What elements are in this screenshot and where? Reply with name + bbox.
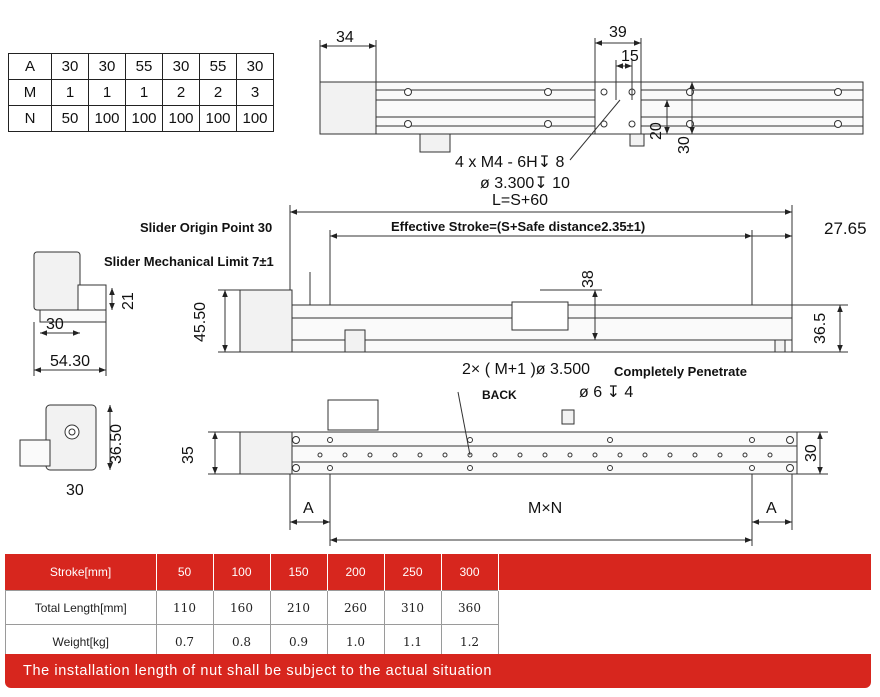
footnote: The installation length of nut shall be subject to the actual situation [5, 654, 871, 688]
penetrate-label: Completely Penetrate [614, 364, 747, 379]
slider-origin-label: Slider Origin Point 30 [140, 220, 273, 235]
dim-20: 20 [648, 122, 665, 140]
cell: 100 [237, 106, 274, 132]
cell: 0.9 [270, 625, 327, 659]
holes-spec: 2× ( M+1 )ø 3.500 [462, 361, 591, 378]
sensor-top [420, 134, 450, 152]
cell: 2 [163, 80, 200, 106]
dim-38: 38 [580, 270, 597, 288]
cell: 0.7 [156, 625, 213, 659]
dim-39: 39 [609, 24, 627, 41]
dim-35: 35 [180, 446, 197, 464]
motor-bottom [240, 432, 292, 474]
dim-mxn: M×N [528, 500, 563, 517]
cell: 1.0 [327, 625, 384, 659]
cell: 100 [163, 106, 200, 132]
cell: 100 [200, 106, 237, 132]
cell: 1.2 [441, 625, 498, 659]
dim-30-top: 30 [676, 136, 693, 154]
cell: 360 [441, 591, 498, 625]
dim-30-bottom: 30 [66, 482, 84, 499]
dim-30-right: 30 [803, 444, 820, 462]
header-cell: 50 [156, 554, 213, 591]
dim-45-50: 45.50 [192, 301, 209, 342]
bore-spec: ø 3.300↧ 10 [480, 175, 570, 192]
cell: 30 [237, 54, 274, 80]
side-view-motor [34, 252, 80, 310]
cell: 1 [52, 80, 89, 106]
row-label: N [9, 106, 52, 132]
cell: 30 [52, 54, 89, 80]
back-label: BACK [482, 388, 517, 402]
dim-15: 15 [621, 48, 639, 65]
cell: 30 [89, 54, 126, 80]
counterbore-spec: ø 6 ↧ 4 [579, 384, 634, 401]
dim-36-5: 36.5 [812, 312, 829, 344]
header-cell: 150 [270, 554, 327, 591]
cell: 55 [200, 54, 237, 80]
cell: 50 [52, 106, 89, 132]
slider-front [512, 302, 568, 330]
row-label: Total Length[mm] [6, 591, 157, 625]
dim-36-50: 36.50 [108, 423, 125, 464]
cell: 100 [89, 106, 126, 132]
header-cell: 250 [384, 554, 441, 591]
cell: 1.1 [384, 625, 441, 659]
cell: 30 [163, 54, 200, 80]
header-cell: 100 [213, 554, 270, 591]
dim-27-65: 27.65 [824, 219, 867, 238]
mechanical-limit-label: Slider Mechanical Limit 7±1 [104, 254, 274, 269]
dim-54-30: 54.30 [50, 353, 91, 370]
row-label: A [9, 54, 52, 80]
length-formula: L=S+60 [492, 192, 549, 209]
dim-30-side: 30 [46, 316, 64, 333]
dim-a-right: A [766, 500, 777, 517]
cell: 2 [200, 80, 237, 106]
cell: 110 [156, 591, 213, 625]
table-row [6, 591, 499, 625]
dim-21: 21 [120, 292, 137, 310]
cell: 3 [237, 80, 274, 106]
cell: 0.8 [213, 625, 270, 659]
sensor-bottom [328, 400, 378, 430]
row-label: Weight[kg] [6, 625, 157, 659]
cell: 1 [89, 80, 126, 106]
dim-34: 34 [336, 29, 354, 46]
table-header-row [6, 554, 499, 591]
header-cell: 200 [327, 554, 384, 591]
bolt-spec: 4 x M4 - 6H↧ 8 [455, 154, 565, 171]
motor-block-top [320, 82, 376, 134]
cell: 210 [270, 591, 327, 625]
cell: 55 [126, 54, 163, 80]
cell: 1 [126, 80, 163, 106]
row-label: M [9, 80, 52, 106]
motor-front [240, 290, 292, 352]
dim-a-left: A [303, 500, 314, 517]
cell: 100 [126, 106, 163, 132]
cell: 160 [213, 591, 270, 625]
cell: 260 [327, 591, 384, 625]
header-cell: 300 [441, 554, 498, 591]
effective-stroke-label: Effective Stroke=(S+Safe distance2.35±1) [388, 219, 648, 234]
cell: 310 [384, 591, 441, 625]
header-stroke: Stroke[mm] [6, 554, 157, 591]
